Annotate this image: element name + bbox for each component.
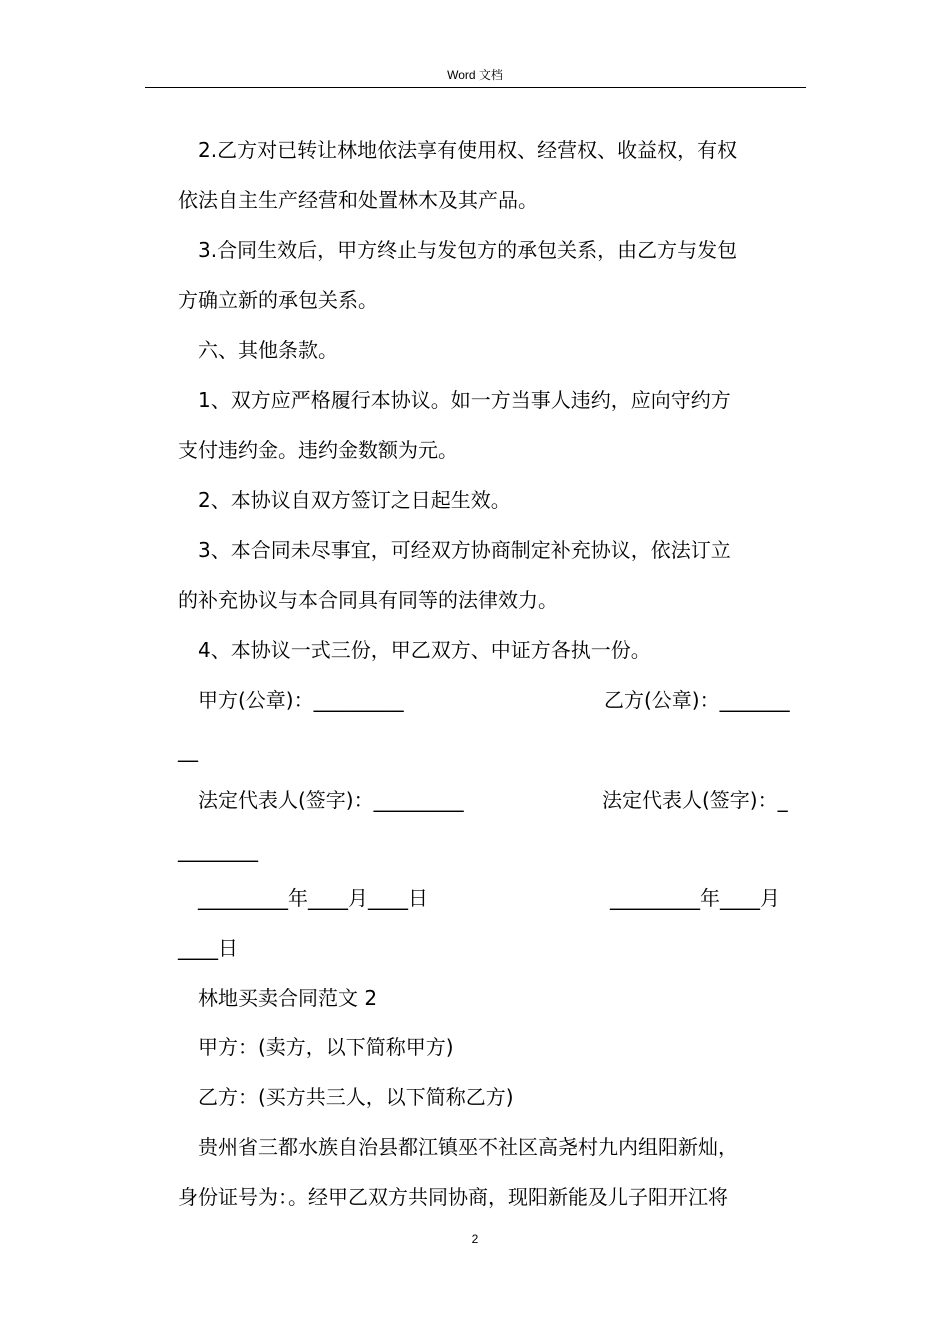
contract-2-paragraph-line-2: 身份证号为：。经甲乙双方共同协商，现阳新能及儿子阳开江将 <box>178 1185 728 1209</box>
contract-2-paragraph-line-1: 贵州省三都水族自治县都江镇巫不社区高尧村九内组阳新灿， <box>198 1135 738 1159</box>
party-b-date-line-continued: ____日 <box>178 936 238 960</box>
party-b-seal-line: 乙方(公章)：_______ <box>604 688 790 712</box>
other-clause-3-line-1: 3、本合同未尽事宜，可经双方协商制定补充协议，依法订立 <box>198 538 731 562</box>
other-clause-3-line-2: 的补充协议与本合同具有同等的法律效力。 <box>178 588 558 612</box>
party-a-seal-line: 甲方(公章)：_________ <box>198 688 404 712</box>
contract-2-title: 林地买卖合同范文 2 <box>198 986 378 1010</box>
contract-2-party-a: 甲方：(卖方，以下简称甲方) <box>198 1035 454 1059</box>
clause-3-line-2: 方确立新的承包关系。 <box>178 288 378 312</box>
contract-2-party-b: 乙方：(买方共三人，以下简称乙方) <box>198 1085 514 1109</box>
header-divider <box>145 87 806 88</box>
other-clause-2: 2、本协议自双方签订之日起生效。 <box>198 488 511 512</box>
party-b-representative-line: 法定代表人(签字)：_ <box>602 788 788 812</box>
clause-2-line-1: 2.乙方对已转让林地依法享有使用权、经营权、收益权，有权 <box>198 138 738 162</box>
party-b-seal-line-continued: __ <box>178 738 198 762</box>
other-clause-1-line-2: 支付违约金。违约金数额为元。 <box>178 438 458 462</box>
clause-2-line-2: 依法自主生产经营和处置林木及其产品。 <box>178 188 538 212</box>
page-header: Word 文档 <box>447 68 503 82</box>
party-a-date-line: _________年____月____日 <box>198 886 428 910</box>
other-clause-4: 4、本协议一式三份，甲乙双方、中证方各执一份。 <box>198 638 651 662</box>
other-clause-1-line-1: 1、双方应严格履行本协议。如一方当事人违约，应向守约方 <box>198 388 731 412</box>
party-b-date-line: _________年____月 <box>610 886 780 910</box>
party-a-representative-line: 法定代表人(签字)：_________ <box>198 788 464 812</box>
party-b-representative-line-continued: ________ <box>178 838 258 862</box>
page-number: 2 <box>471 1232 479 1246</box>
clause-3-line-1: 3.合同生效后，甲方终止与发包方的承包关系，由乙方与发包 <box>198 238 738 262</box>
section-6-heading: 六、其他条款。 <box>198 338 338 362</box>
